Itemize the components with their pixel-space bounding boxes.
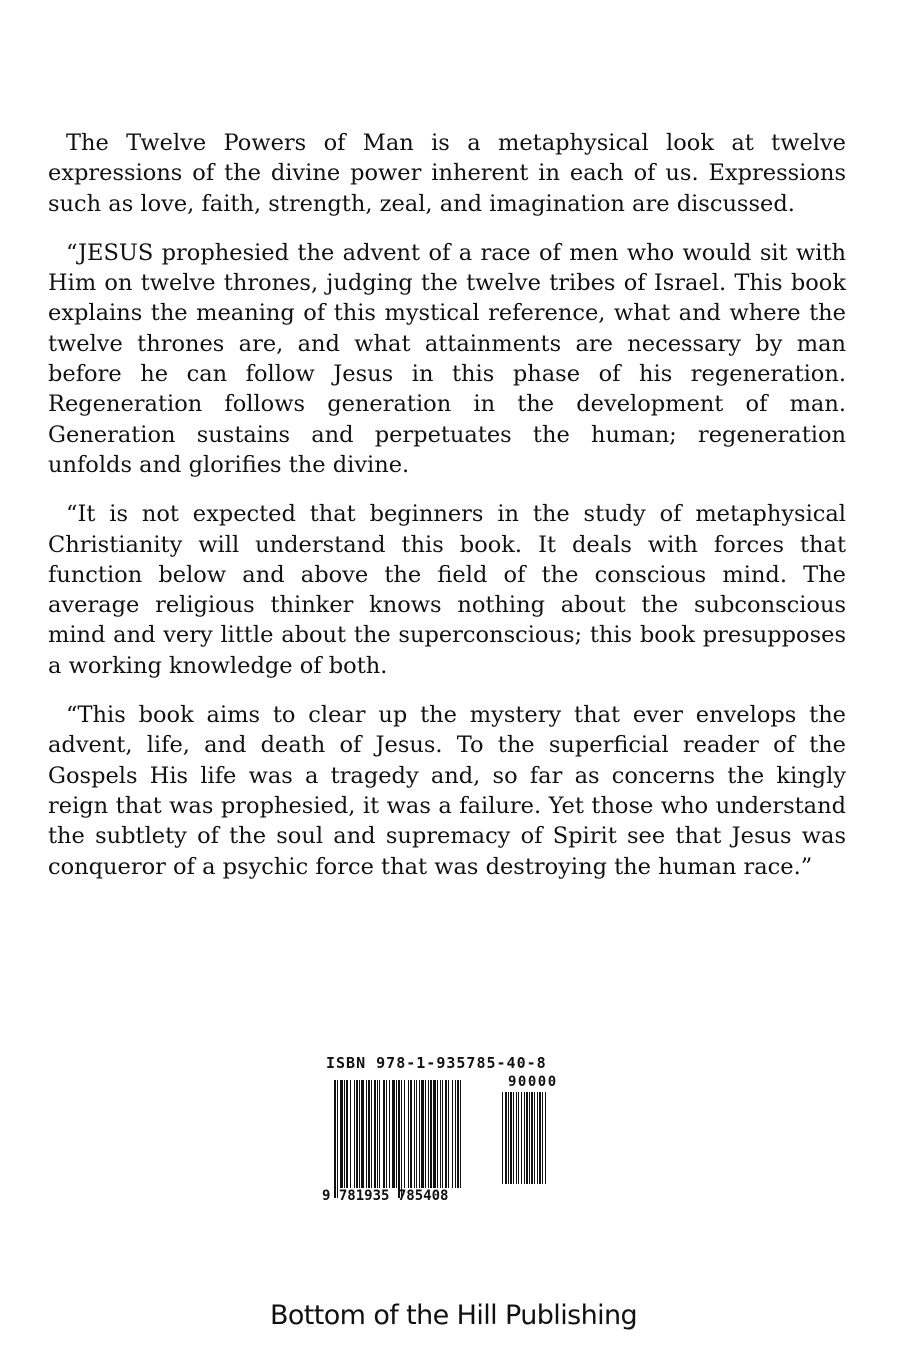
barcode-bar: [386, 1080, 387, 1188]
barcode-bar: [401, 1080, 402, 1198]
addon-bar: [521, 1092, 522, 1184]
addon-bar: [526, 1092, 528, 1184]
addon-bar: [513, 1092, 514, 1184]
barcode-bar: [392, 1080, 395, 1188]
barcode-bar: [433, 1080, 436, 1188]
barcode-bar: [398, 1080, 400, 1198]
barcode-bar: [445, 1080, 447, 1188]
barcode-bar: [377, 1080, 378, 1188]
isbn-label: ISBN 978-1-935785-40-8: [326, 1054, 547, 1072]
addon-bar: [502, 1092, 503, 1184]
barcode-bar: [440, 1080, 441, 1188]
barcode-bar: [389, 1080, 390, 1188]
barcode-bar: [460, 1080, 461, 1188]
barcode-bar: [425, 1080, 426, 1188]
barcode-bar: [350, 1080, 351, 1188]
addon-bar: [510, 1092, 512, 1184]
barcode-bar: [437, 1080, 438, 1188]
barcode-bar: [430, 1080, 432, 1188]
barcode-bar: [354, 1080, 355, 1188]
addon-bar: [534, 1092, 535, 1184]
barcode-bar: [421, 1080, 424, 1188]
barcode-bar: [359, 1080, 360, 1188]
addon-bar: [545, 1092, 546, 1184]
barcode-bar: [455, 1080, 456, 1188]
addon-bar: [531, 1092, 533, 1184]
barcode-bar: [452, 1080, 453, 1188]
addon-bar: [537, 1092, 538, 1184]
barcode-bar: [428, 1080, 429, 1188]
barcode-bar: [340, 1080, 343, 1188]
addon-bar: [529, 1092, 530, 1184]
barcode-bar: [416, 1080, 417, 1188]
addon-bar: [508, 1092, 509, 1184]
description-paragraph-4: “This book aims to clear up the mystery that ever envelops the advent, life, and death of Jesus. To the superficial reader of the Gospels His life was a tragedy and, so far as concerns the kingly reign that was prophesied, it was a failure. Yet those who understand the subtlety of the soul and supremacy of Spirit see that Jesus was conqueror of a psychic force that was destroying the human race.”: [48, 702, 846, 880]
barcode-bar: [457, 1080, 459, 1188]
barcode-bar: [442, 1080, 443, 1188]
addon-bar: [524, 1092, 525, 1184]
isbn-barcode: [322, 1050, 584, 1210]
barcode-bar: [356, 1080, 358, 1188]
barcode-bar: [374, 1080, 376, 1188]
description-paragraph-3: “It is not expected that beginners in the study of metaphysical Christianity will understand this book. It deals with forces that function below and above the field of the conscious mind. The average religious thinker knows nothing about the subconscious mind and very little about the superconscious; this book presupposes a working knowledge of both.: [48, 501, 846, 679]
barcode-bar: [448, 1080, 449, 1188]
addon-bar: [505, 1092, 507, 1184]
addon-bar: [542, 1092, 543, 1184]
barcode-bar: [414, 1080, 415, 1188]
barcode-bar: [366, 1080, 367, 1188]
price-code: 90000: [508, 1074, 558, 1090]
barcode-bar: [410, 1080, 412, 1188]
barcode-bar: [368, 1080, 370, 1188]
barcode-bar: [344, 1080, 345, 1188]
barcode-bar: [419, 1080, 420, 1188]
barcode-bar: [404, 1080, 405, 1188]
publisher-name: Bottom of the Hill Publishing: [269, 1300, 638, 1331]
barcode-bar: [379, 1080, 380, 1188]
barcode-bar: [396, 1080, 397, 1188]
back-cover-description: [48, 128, 846, 901]
addon-bar: [539, 1092, 541, 1184]
barcode-bar: [408, 1080, 409, 1188]
barcode-bar: [383, 1080, 385, 1188]
description-paragraph-2: “JESUS prophesied the advent of a race of men who would sit with Him on twelve thrones, judging the twelve tribes of Israel. This book explains the meaning of this mystical reference, what and where the twelve thrones are, and what attainments are necessary by man before he can follow Jesus in this phase of his regeneration. Regeneration follows generation in the development of man. Generation sustains and perpetuates the human; regeneration unfolds and glorifies the divine.: [48, 239, 846, 478]
barcode-bar: [371, 1080, 372, 1188]
barcode-bar: [361, 1080, 364, 1188]
ean-digits: 9 781935 785408: [322, 1188, 449, 1204]
barcode-bar: [346, 1080, 348, 1188]
barcode-bar: [334, 1080, 336, 1198]
addon-bar: [518, 1092, 519, 1184]
barcode-bar: [337, 1080, 338, 1198]
description-paragraph-1: The Twelve Powers of Man is a metaphysical look at twelve expressions of the divine power inherent in each of us. Expressions such as love, faith, strength, zeal, and imagination are discussed.: [48, 130, 846, 217]
addon-bar: [516, 1092, 517, 1184]
